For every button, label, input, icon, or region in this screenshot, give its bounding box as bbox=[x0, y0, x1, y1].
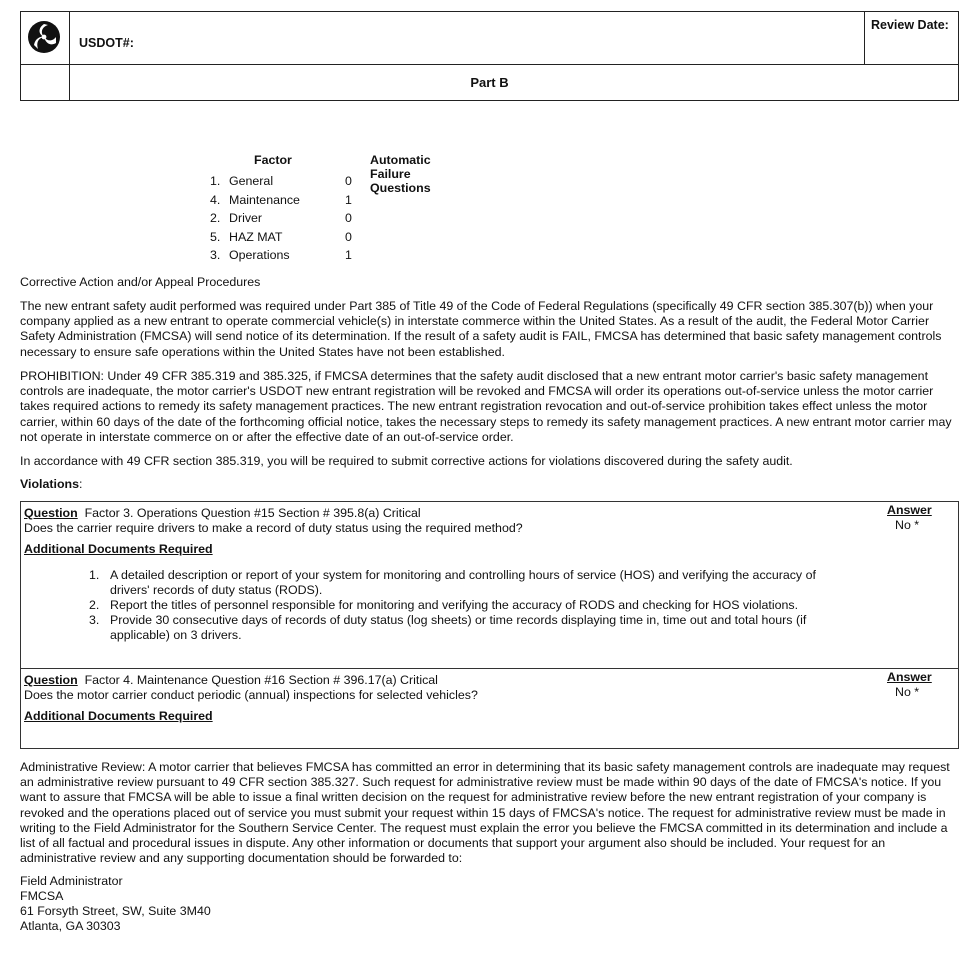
afq-column-header: Automatic Failure Questions bbox=[370, 153, 431, 195]
factor-name: Operations bbox=[229, 248, 290, 262]
factor-count: 0 bbox=[345, 174, 352, 188]
address-line: Field Administrator bbox=[20, 874, 123, 888]
question-label: Question bbox=[24, 673, 78, 687]
factor-column-header: Factor bbox=[254, 153, 292, 167]
question-meta: Factor 3. Operations Question #15 Section # 395.8(a) Critical bbox=[84, 506, 421, 520]
address-line: FMCSA bbox=[20, 889, 64, 903]
question-text: Does the carrier require drivers to make a record of duty status using the required method? bbox=[24, 521, 523, 535]
prohibition-paragraph: PROHIBITION: Under 49 CFR 385.319 and 385.325, if FMCSA determines that the safety audit disclosed that a new entrant motor carrier's basic safety management controls are inadequate, the motor carrier's USDOT new entrant registration will be revoked and FMCSA will order its operations out-of-service unless the motor carrier takes required actions to remedy its safety management practices. The new entrant registration revocation and out-of-service prohibition takes effect unless the motor carrier, within 60 days of the date of the forthcoming official notice, takes the necessary steps to remedy its safety management practices. A new entrant motor carrier may not operate in interstate commerce on or after the effective date of an out-of-service order. bbox=[20, 369, 952, 444]
admin-review-paragraph: Administrative Review: A motor carrier that believes FMCSA has committed an error in determining that its basic safety management controls are inadequate may request an administrative review pursuant to 49 CFR section 385.327. Such request for administrative review must be made within 90 days of the date of FMCSA's notice. If you want to assure that FMCSA will be able to issue a final written decision on the request for administrative review before the new entrant registration of your company is revoked and the operations placed out of service you must submit your request within 15 days of FMCSA's notice. The request for administrative review must be made in writing to the Field Administrator for the Southern Service Center. The request must explain the error you believe the FMCSA committed in its determination and include a list of all factual and procedural issues in dispute. Any other information or documents that support your argument also should be included. Your request for an administrative review and any supporting documentation should be forwarded to: bbox=[20, 760, 950, 866]
usdot-label: USDOT#: bbox=[79, 36, 134, 50]
form-header bbox=[20, 11, 959, 101]
part-title: Part B bbox=[470, 75, 509, 90]
factor-count: 1 bbox=[345, 192, 352, 207]
list-item: 2. Report the titles of personnel responsible for monitoring and verifying the accuracy of RODS and checking for HOS violations. bbox=[89, 598, 799, 612]
additional-docs-label: Additional Documents Required bbox=[24, 709, 213, 723]
factor-row: 4. Maintenance 1 bbox=[210, 192, 352, 207]
factor-row: 5. HAZ MAT 0 bbox=[210, 229, 352, 244]
question-meta: Factor 4. Maintenance Question #16 Section # 396.17(a) Critical bbox=[84, 673, 438, 687]
factor-count: 1 bbox=[345, 248, 352, 262]
list-item: 3. Provide 30 consecutive days of records of duty status (log sheets) or time records displaying time in, time out and total hours (if applicable) on 3 drivers. bbox=[89, 613, 807, 642]
answer-value: No * bbox=[895, 685, 920, 699]
factor-name: HAZ MAT bbox=[229, 229, 283, 244]
factor-name: Maintenance bbox=[229, 192, 300, 207]
docs-list bbox=[89, 568, 849, 643]
factor-row: 3. Operations 1 bbox=[210, 248, 352, 262]
accordance-paragraph: In accordance with 49 CFR section 385.319, you will be required to submit corrective actions for violations discovered during the safety audit. bbox=[20, 454, 793, 468]
address-line: Atlanta, GA 30303 bbox=[20, 919, 121, 933]
factor-row: 1. General 0 bbox=[210, 174, 352, 188]
question-line bbox=[24, 673, 438, 687]
corrective-heading: Corrective Action and/or Appeal Procedures bbox=[20, 275, 261, 289]
violations-heading: Violations: bbox=[20, 477, 83, 491]
question-text: Does the motor carrier conduct periodic (annual) inspections for selected vehicles? bbox=[24, 688, 478, 702]
answer-label: Answer bbox=[887, 670, 932, 684]
violation-box bbox=[20, 501, 959, 669]
factor-count: 0 bbox=[345, 229, 352, 244]
question-label: Question bbox=[24, 506, 78, 520]
factor-count: 0 bbox=[345, 211, 352, 225]
intro-paragraph: The new entrant safety audit performed was required under Part 385 of Title 49 of the Code of Federal Regulations (specifically 49 CFR section 385.307(b)) when your company applied as a new entrant to operate commercial vehicle(s) in interstate commerce within the United States. As a result of the audit, the Federal Motor Carrier Safety Administration (FMCSA) will send notice of its determination. If the result of a safety audit is FAIL, FMCSA has determined that basic safety management controls necessary to ensure safe operations within the United States have not been established. bbox=[20, 299, 942, 359]
address-line: 61 Forsyth Street, SW, Suite 3M40 bbox=[20, 904, 211, 918]
violation-box bbox=[20, 668, 959, 749]
additional-docs-label: Additional Documents Required bbox=[24, 542, 213, 556]
answer-label: Answer bbox=[887, 503, 932, 517]
factor-row: 2. Driver 0 bbox=[210, 211, 352, 225]
mailing-address bbox=[20, 874, 211, 934]
list-item: 1. A detailed description or report of your system for monitoring and controlling hours of service (HOS) and verifying the accuracy of drivers' records of duty status (RODS). bbox=[89, 568, 816, 597]
review-date-label: Review Date: bbox=[871, 18, 949, 32]
usdot-logo-icon bbox=[27, 20, 61, 54]
answer-value: No * bbox=[895, 518, 920, 532]
factor-name: General bbox=[229, 174, 274, 188]
question-line bbox=[24, 506, 421, 520]
factor-name: Driver bbox=[229, 211, 263, 225]
